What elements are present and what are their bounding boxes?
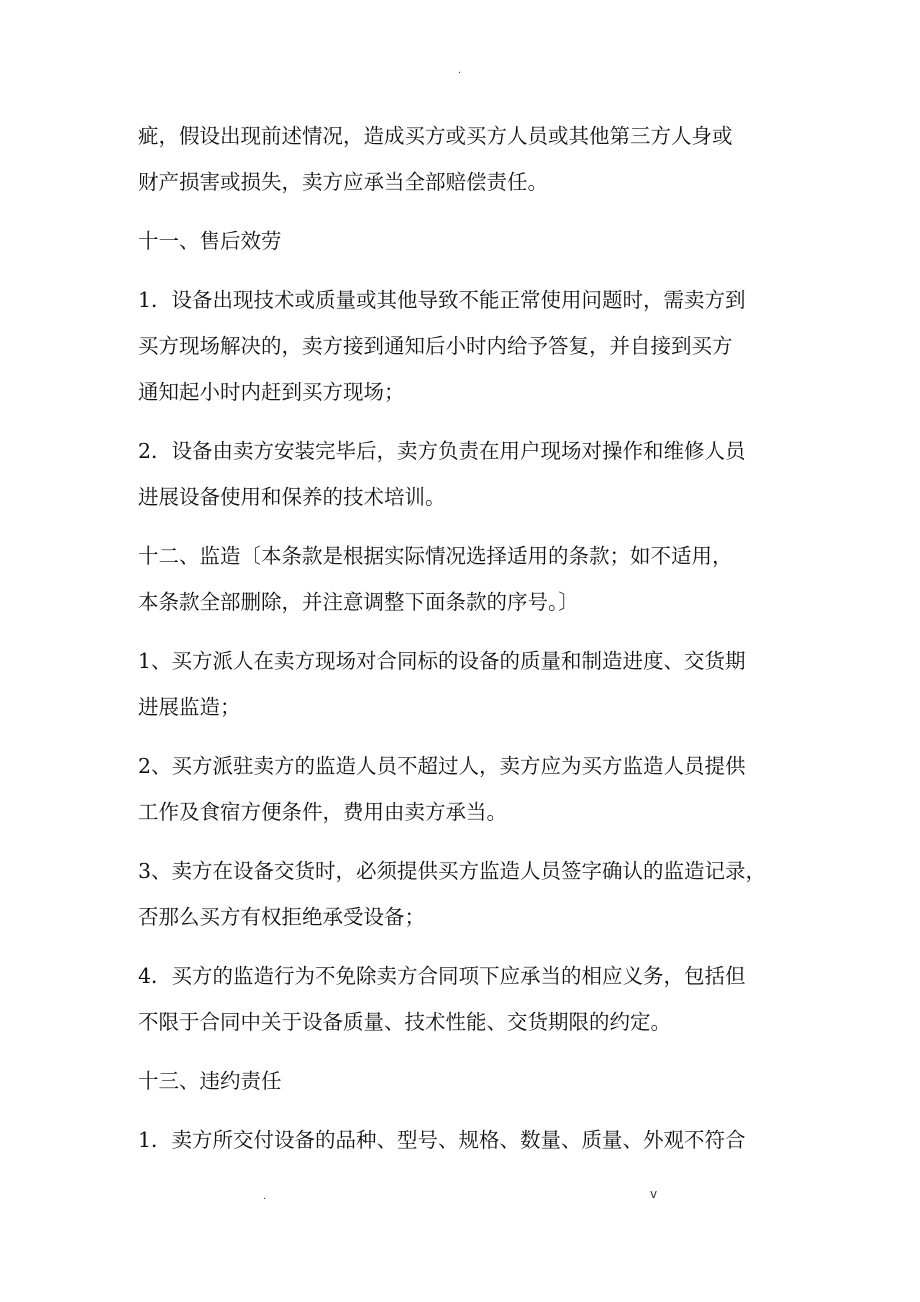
text-line: 进展监造； <box>138 695 241 719</box>
text-line: 通知起小时内赶到买方现场； <box>138 380 405 404</box>
paragraph <box>138 277 798 415</box>
page-mark-top: . <box>458 65 462 76</box>
page-mark-bottom-right: v <box>650 1187 658 1201</box>
text-line: 2．设备由卖方安装完毕后，卖方负责在用户现场对操作和维修人员 <box>138 439 746 463</box>
paragraph <box>138 953 798 1045</box>
text-line: 1．卖方所交付设备的品种、型号、规格、数量、质量、外观不符合 <box>138 1128 746 1152</box>
text-line: 进展设备使用和保养的技术培训。 <box>138 485 446 509</box>
paragraph <box>138 428 798 520</box>
text-line: 买方现场解决的，卖方接到通知后小时内给予答复，并自接到买方 <box>138 334 733 358</box>
text-line: 否那么买方有权拒绝承受设备； <box>138 905 425 929</box>
text-line: 3、卖方在设备交货时，必须提供买方监造人员签字确认的监造记录， <box>138 859 767 883</box>
text-line: 十三、违约责任 <box>138 1069 282 1093</box>
paragraph <box>138 113 798 205</box>
paragraph <box>138 848 798 940</box>
document-body <box>138 113 798 1163</box>
text-line: 1．设备出现技术或质量或其他导致不能正常使用问题时，需卖方到 <box>138 288 746 312</box>
section-heading-after-sales <box>138 218 798 264</box>
section-heading-supervision <box>138 533 798 625</box>
paragraph <box>138 1117 798 1163</box>
paragraph <box>138 638 798 730</box>
page-mark-bottom-left: . <box>263 1191 267 1202</box>
text-line: 4．买方的监造行为不免除卖方合同项下应承当的相应义务，包括但 <box>138 964 746 988</box>
text-line: 疵，假设出现前述情况，造成买方或买方人员或其他第三方人身或 <box>138 124 733 148</box>
text-line: 1、买方派人在卖方现场对合同标的设备的质量和制造进度、交货期 <box>138 649 746 673</box>
text-line: 财产损害或损失，卖方应承当全部赔偿责任。 <box>138 170 548 194</box>
text-line: 十一、售后效劳 <box>138 229 282 253</box>
text-line: 不限于合同中关于设备质量、技术性能、交货期限的约定。 <box>138 1010 671 1034</box>
section-heading-liability <box>138 1058 798 1104</box>
text-line: 工作及食宿方便条件，费用由卖方承当。 <box>138 800 507 824</box>
text-line: 本条款全部删除，并注意调整下面条款的序号。〕 <box>138 590 579 614</box>
text-line: 2、买方派驻卖方的监造人员不超过人，卖方应为买方监造人员提供 <box>138 754 746 778</box>
paragraph <box>138 743 798 835</box>
text-line: 十二、监造〔本条款是根据实际情况选择适用的条款；如不适用， <box>138 544 733 568</box>
